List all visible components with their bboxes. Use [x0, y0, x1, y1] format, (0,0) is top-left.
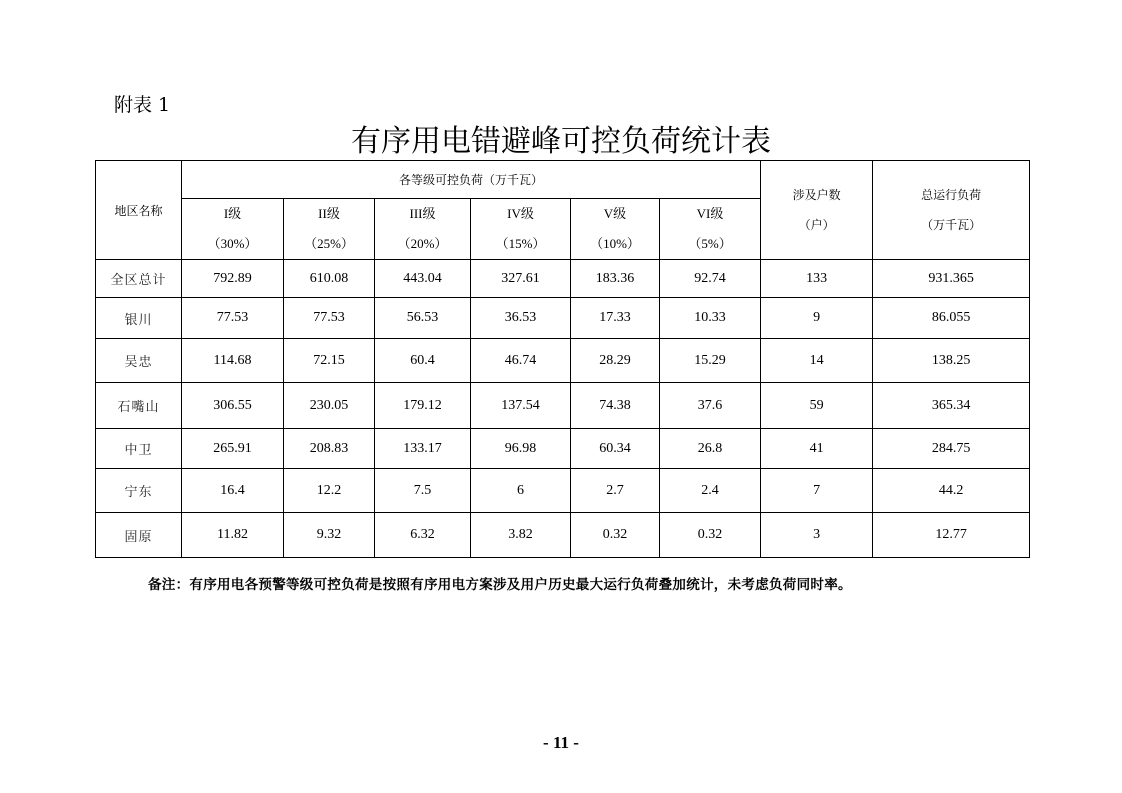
value-cell: 327.61 [471, 260, 571, 298]
total-load-cell: 931.365 [873, 260, 1030, 298]
value-cell: 230.05 [284, 383, 375, 429]
total-load-cell: 284.75 [873, 429, 1030, 469]
value-cell: 77.53 [182, 298, 284, 339]
value-cell: 10.33 [660, 298, 761, 339]
value-cell: 2.4 [660, 469, 761, 513]
region-cell: 中卫 [96, 429, 182, 469]
table-row [96, 513, 1030, 558]
households-cell: 7 [761, 469, 873, 513]
value-cell: 610.08 [284, 260, 375, 298]
document-title: 有序用电错避峰可控负荷统计表 [351, 124, 771, 159]
region-name-header: 地区名称 [96, 161, 182, 260]
value-cell: 443.04 [375, 260, 471, 298]
value-cell: 183.36 [571, 260, 660, 298]
value-cell: 92.74 [660, 260, 761, 298]
table-row [96, 383, 1030, 429]
value-cell: 46.74 [471, 339, 571, 383]
value-cell: 133.17 [375, 429, 471, 469]
value-cell: 9.32 [284, 513, 375, 558]
value-cell: 16.4 [182, 469, 284, 513]
households-cell: 41 [761, 429, 873, 469]
households-cell: 9 [761, 298, 873, 339]
households-cell: 59 [761, 383, 873, 429]
region-cell: 全区总计 [96, 260, 182, 298]
grade-header-4: IV级 （15%） [471, 199, 571, 260]
value-cell: 0.32 [571, 513, 660, 558]
total-load-unit: （万千瓦） [921, 218, 982, 232]
region-cell: 固原 [96, 513, 182, 558]
value-cell: 77.53 [284, 298, 375, 339]
value-cell: 15.29 [660, 339, 761, 383]
value-cell: 792.89 [182, 260, 284, 298]
value-cell: 56.53 [375, 298, 471, 339]
value-cell: 96.98 [471, 429, 571, 469]
value-cell: 3.82 [471, 513, 571, 558]
value-cell: 72.15 [284, 339, 375, 383]
table-row [96, 429, 1030, 469]
households-unit: （户） [798, 218, 835, 232]
value-cell: 26.8 [660, 429, 761, 469]
table-row [96, 469, 1030, 513]
appendix-label: 附表 1 [114, 94, 171, 116]
header-row-1 [96, 161, 1030, 199]
grade-header-6: VI级 （5%） [660, 199, 761, 260]
value-cell: 17.33 [571, 298, 660, 339]
value-cell: 7.5 [375, 469, 471, 513]
value-cell: 6.32 [375, 513, 471, 558]
table-row [96, 260, 1030, 298]
value-cell: 137.54 [471, 383, 571, 429]
total-load-cell: 138.25 [873, 339, 1030, 383]
value-cell: 28.29 [571, 339, 660, 383]
value-cell: 2.7 [571, 469, 660, 513]
total-load-label: 总运行负荷 [921, 188, 982, 202]
households-cell: 133 [761, 260, 873, 298]
grade-header-3: III级 （20%） [375, 199, 471, 260]
total-load-cell: 44.2 [873, 469, 1030, 513]
value-cell: 208.83 [284, 429, 375, 469]
households-header [761, 161, 873, 260]
households-cell: 3 [761, 513, 873, 558]
page-number: - 11 - [543, 733, 579, 752]
value-cell: 60.4 [375, 339, 471, 383]
grade-header-1: I级 （30%） [182, 199, 284, 260]
value-cell: 306.55 [182, 383, 284, 429]
value-cell: 74.38 [571, 383, 660, 429]
value-cell: 12.2 [284, 469, 375, 513]
households-label: 涉及户数 [792, 188, 841, 202]
value-cell: 37.6 [660, 383, 761, 429]
value-cell: 60.34 [571, 429, 660, 469]
region-cell: 银川 [96, 298, 182, 339]
value-cell: 36.53 [471, 298, 571, 339]
region-cell: 石嘴山 [96, 383, 182, 429]
value-cell: 265.91 [182, 429, 284, 469]
total-load-cell: 12.77 [873, 513, 1030, 558]
total-load-cell: 365.34 [873, 383, 1030, 429]
households-cell: 14 [761, 339, 873, 383]
table-row [96, 298, 1030, 339]
value-cell: 179.12 [375, 383, 471, 429]
table-row [96, 339, 1030, 383]
grade-header-5: V级 （10%） [571, 199, 660, 260]
table-footnote: 备注：有序用电各预警等级可控负荷是按照有序用电方案涉及用户历史最大运行负荷叠加统计，未考虑负荷同时率。 [148, 577, 852, 593]
controllable-load-group-header: 各等级可控负荷（万千瓦） [182, 161, 761, 199]
load-statistics-table [95, 160, 1030, 558]
region-cell: 宁东 [96, 469, 182, 513]
total-load-cell: 86.055 [873, 298, 1030, 339]
region-cell: 吴忠 [96, 339, 182, 383]
total-load-header [873, 161, 1030, 260]
value-cell: 6 [471, 469, 571, 513]
value-cell: 11.82 [182, 513, 284, 558]
grade-header-2: II级 （25%） [284, 199, 375, 260]
value-cell: 114.68 [182, 339, 284, 383]
value-cell: 0.32 [660, 513, 761, 558]
